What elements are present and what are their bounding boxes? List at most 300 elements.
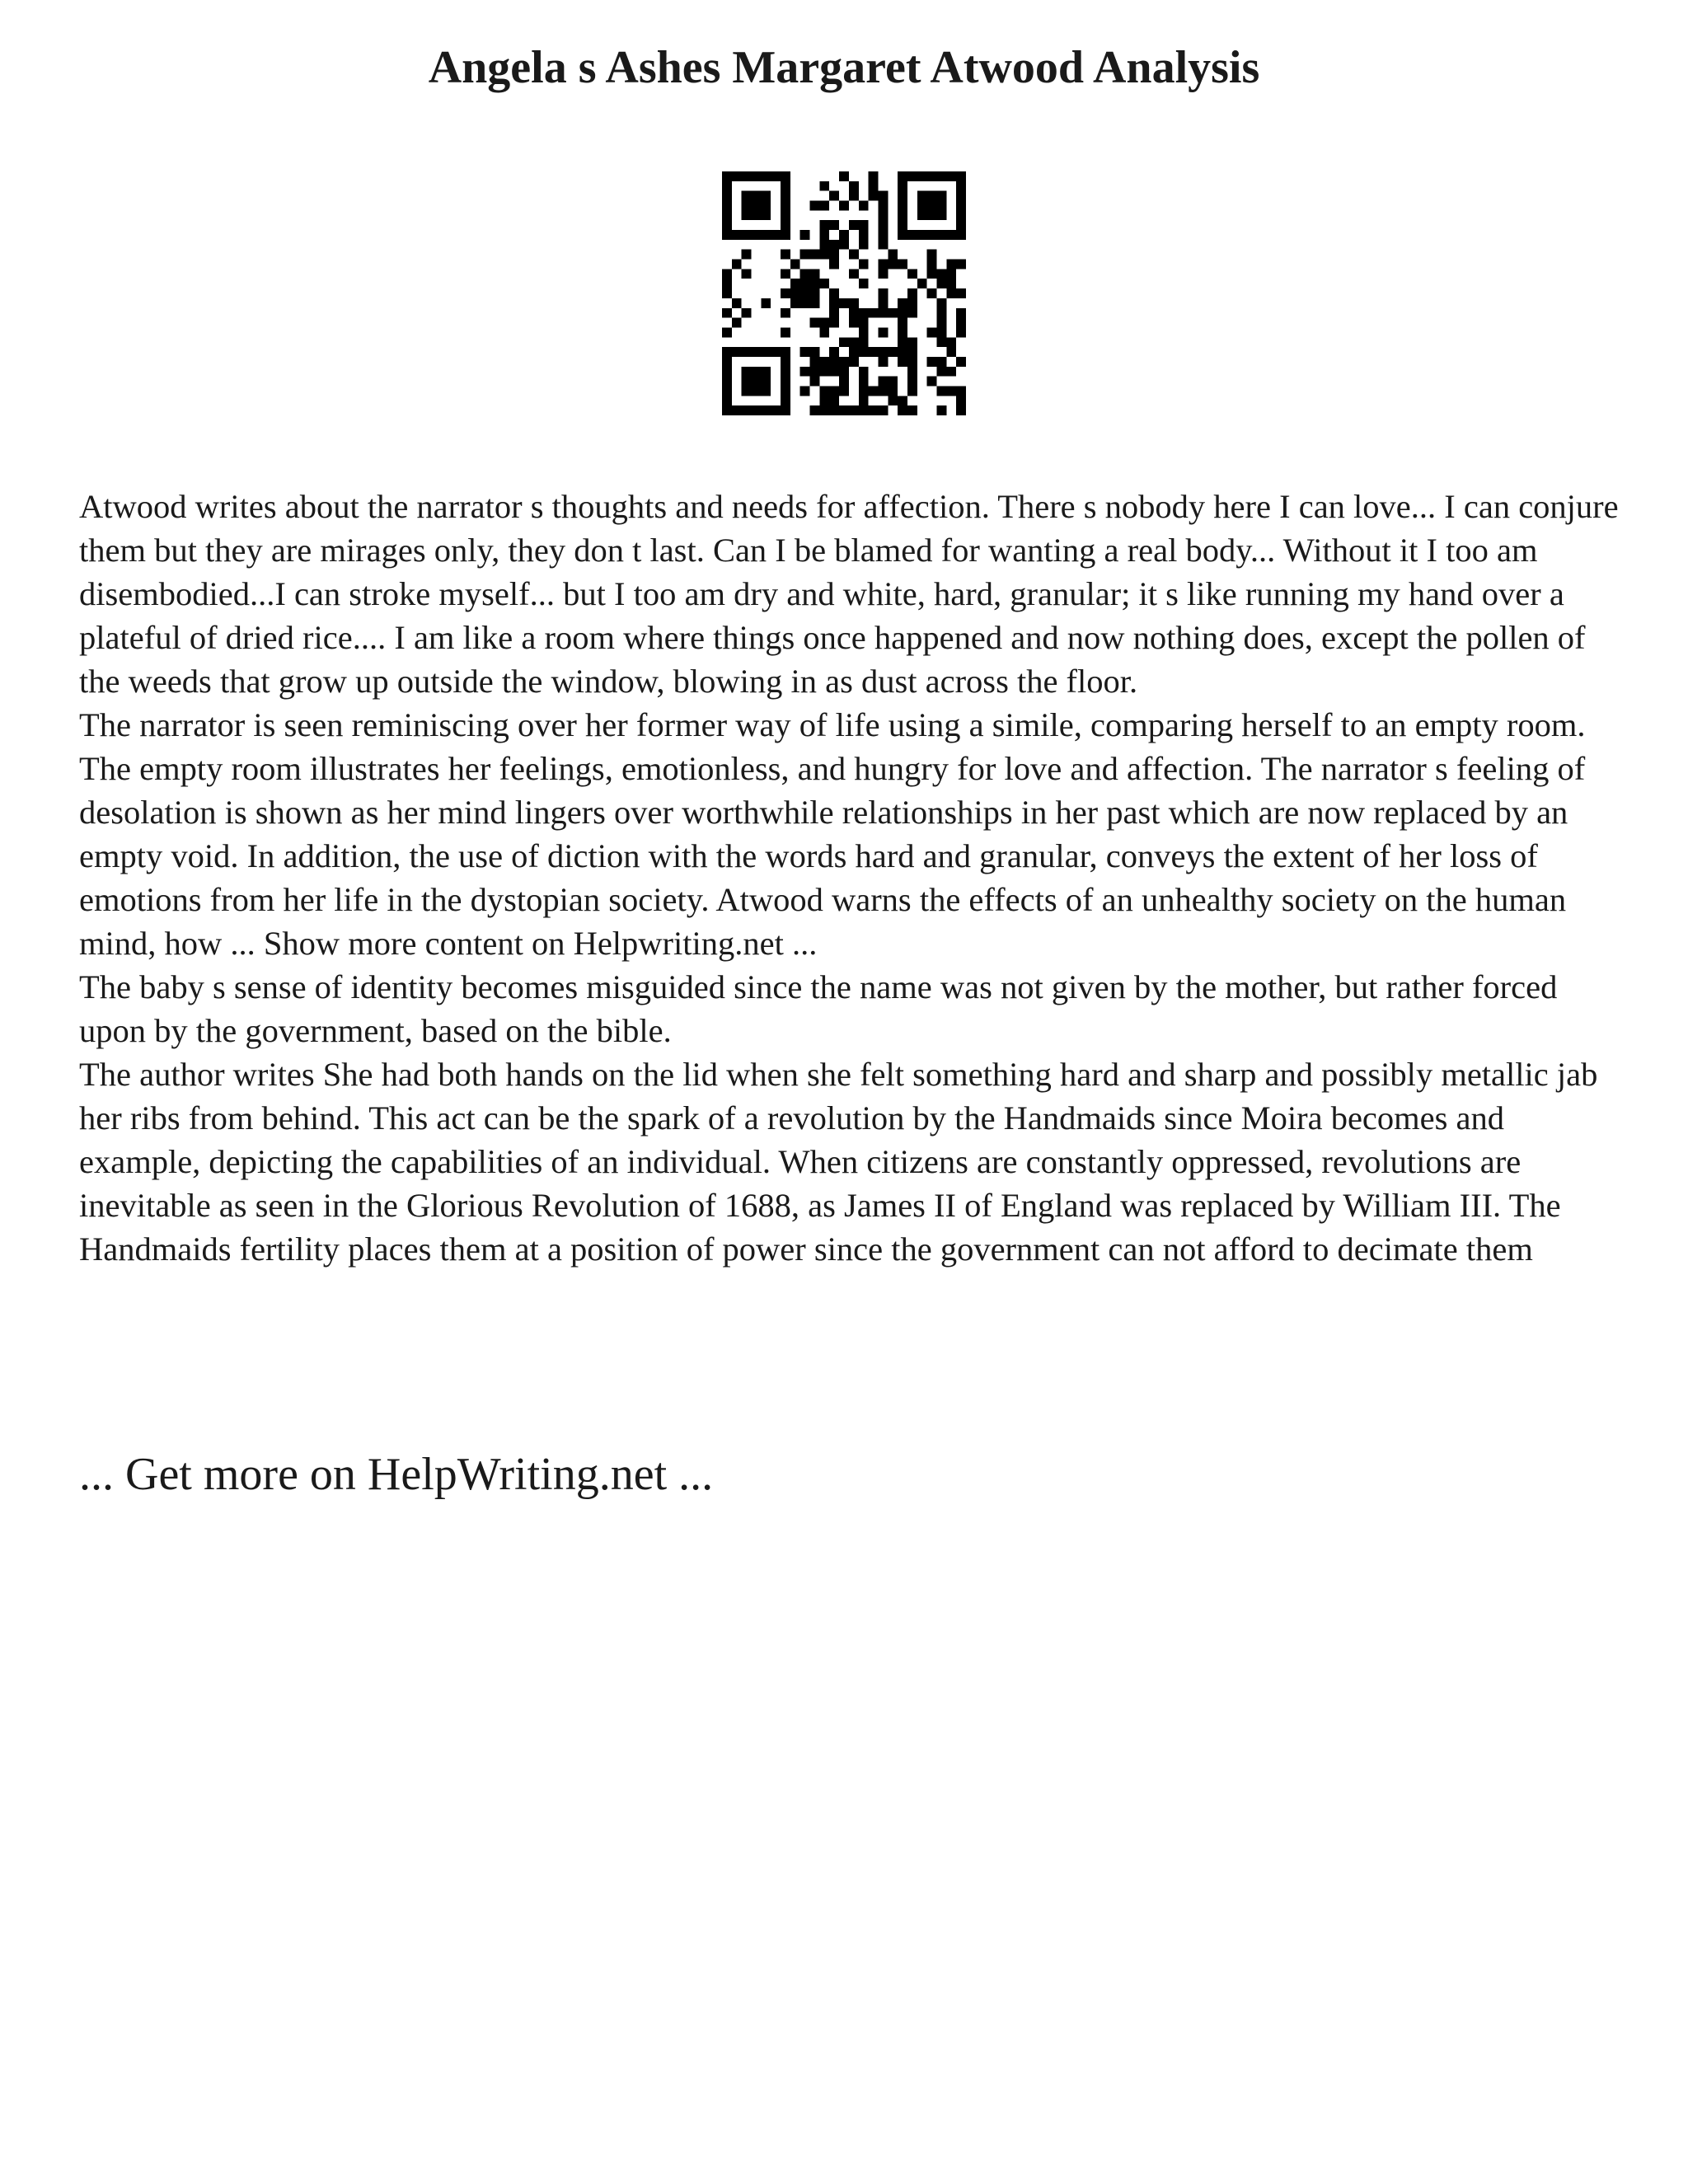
qr-module	[898, 191, 907, 201]
qr-module	[839, 230, 849, 240]
qr-module	[956, 405, 966, 415]
qr-module	[956, 181, 966, 191]
qr-module	[849, 318, 859, 328]
qr-module	[781, 220, 790, 230]
qr-module	[819, 357, 829, 367]
qr-module	[859, 308, 869, 318]
qr-module	[722, 171, 732, 181]
qr-module	[810, 279, 820, 288]
qr-module	[810, 288, 820, 298]
qr-module	[839, 405, 849, 415]
qr-module	[742, 269, 752, 279]
qr-module	[790, 298, 800, 308]
qr-module	[742, 171, 752, 181]
qr-module	[829, 396, 839, 405]
qr-module	[732, 298, 742, 308]
qr-module	[722, 357, 732, 367]
qr-module	[927, 171, 937, 181]
qr-module	[907, 357, 917, 367]
qr-code-image	[722, 171, 966, 415]
qr-module	[849, 347, 859, 357]
qr-module	[849, 191, 859, 201]
qr-module	[752, 210, 762, 220]
qr-module	[888, 260, 898, 269]
qr-module	[819, 367, 829, 377]
qr-module	[859, 279, 869, 288]
qr-module	[742, 308, 752, 318]
qr-module	[849, 337, 859, 347]
qr-module	[800, 279, 810, 288]
qr-module	[742, 386, 752, 396]
qr-module	[927, 357, 937, 367]
qr-module	[898, 201, 907, 211]
qr-module	[946, 347, 956, 357]
qr-module	[907, 337, 917, 347]
qr-module	[752, 367, 762, 377]
qr-module	[859, 220, 869, 230]
qr-module	[761, 201, 771, 211]
qr-module	[829, 191, 839, 201]
qr-module	[878, 347, 888, 357]
qr-module	[946, 171, 956, 181]
qr-module	[810, 201, 820, 211]
qr-module	[956, 386, 966, 396]
qr-module	[936, 210, 946, 220]
qr-module	[761, 210, 771, 220]
qr-module	[819, 201, 829, 211]
qr-module	[761, 171, 771, 181]
qr-module	[790, 279, 800, 288]
qr-module	[771, 347, 781, 357]
qr-module	[819, 279, 829, 288]
qr-module	[859, 396, 869, 405]
qr-module	[927, 377, 937, 387]
qr-module	[869, 171, 879, 181]
qr-module	[839, 377, 849, 387]
qr-module	[878, 230, 888, 240]
qr-module	[859, 347, 869, 357]
qr-module	[839, 240, 849, 250]
qr-module	[829, 308, 839, 318]
qr-module	[800, 367, 810, 377]
qr-module	[839, 171, 849, 181]
qr-module	[771, 405, 781, 415]
qr-module	[907, 269, 917, 279]
qr-module	[869, 405, 879, 415]
qr-module	[829, 250, 839, 260]
qr-module	[829, 357, 839, 367]
paragraph: The baby s sense of identity becomes misguided since the name was not given by the mother, but rather forced upon by the government, based on the bible.	[79, 968, 1558, 1049]
qr-module	[936, 386, 946, 396]
qr-module	[752, 201, 762, 211]
qr-module	[839, 386, 849, 396]
qr-module	[722, 327, 732, 337]
qr-module	[781, 405, 790, 415]
qr-module	[722, 210, 732, 220]
qr-module	[849, 269, 859, 279]
qr-module	[859, 377, 869, 387]
qr-module	[878, 201, 888, 211]
qr-module	[927, 210, 937, 220]
qr-module	[761, 367, 771, 377]
qr-module	[927, 250, 937, 260]
qr-module	[878, 260, 888, 269]
qr-module	[722, 201, 732, 211]
qr-module	[859, 405, 869, 415]
qr-module	[878, 191, 888, 201]
qr-module	[898, 181, 907, 191]
qr-module	[956, 171, 966, 181]
qr-module	[946, 367, 956, 377]
qr-module	[761, 405, 771, 415]
qr-module	[869, 308, 879, 318]
qr-module	[819, 318, 829, 328]
qr-module	[878, 327, 888, 337]
qr-module	[956, 318, 966, 328]
qr-module	[722, 405, 732, 415]
qr-module	[839, 357, 849, 367]
qr-module	[956, 191, 966, 201]
qr-module	[781, 396, 790, 405]
qr-module	[917, 201, 927, 211]
qr-module	[936, 308, 946, 318]
qr-module	[742, 347, 752, 357]
qr-module	[878, 405, 888, 415]
qr-module	[927, 260, 937, 269]
qr-module	[800, 347, 810, 357]
qr-module	[810, 367, 820, 377]
qr-module	[722, 347, 732, 357]
qr-module	[869, 386, 879, 396]
qr-module	[898, 171, 907, 181]
qr-module	[722, 367, 732, 377]
qr-module	[898, 220, 907, 230]
qr-module	[898, 210, 907, 220]
qr-module	[878, 308, 888, 318]
qr-module	[839, 201, 849, 211]
qr-module	[722, 269, 732, 279]
qr-module	[829, 318, 839, 328]
qr-module	[829, 386, 839, 396]
qr-module	[752, 230, 762, 240]
qr-module	[752, 386, 762, 396]
qr-module	[761, 230, 771, 240]
qr-module	[781, 367, 790, 377]
qr-module	[936, 298, 946, 308]
paragraph: The author writes She had both hands on the lid when she felt something hard and sharp and possibly metallic jab her ribs from behind. This act can be the spark of a revolution by the Handmaids since Moira becomes and example, depicting the capabilities of an individual. When citizens are constantly oppressed, revolutions are inevitable as seen in the Glorious Revolution of 1688, as James II of England was replaced by William III. The Handmaids fertility places them at a position of power since the government can not afford to decimate them	[79, 1056, 1598, 1268]
qr-module	[898, 357, 907, 367]
qr-module	[790, 288, 800, 298]
qr-module	[829, 240, 839, 250]
qr-module	[810, 250, 820, 260]
qr-module	[946, 386, 956, 396]
qr-module	[781, 230, 790, 240]
qr-module	[956, 230, 966, 240]
qr-module	[771, 230, 781, 240]
qr-module	[819, 396, 829, 405]
qr-module	[849, 357, 859, 367]
qr-module	[849, 220, 859, 230]
qr-module	[907, 288, 917, 298]
qr-module	[878, 298, 888, 308]
qr-module	[936, 405, 946, 415]
qr-module	[781, 327, 790, 337]
qr-module	[790, 260, 800, 269]
qr-module	[927, 230, 937, 240]
qr-module	[936, 269, 946, 279]
paragraph: The narrator is seen reminiscing over her former way of life using a simile, comparing herself to an empty room. The empty room illustrates her feelings, emotionless, and hungry for love and affection. The narrator s feeling of desolation is shown as her mind lingers over worthwhile relationships in her past which are now replaced by an empty void. In addition, the use of diction with the words hard and granular, conveys the extent of her loss of emotions from her life in the dystopian society. Atwood warns the effects of an unhealthy society on the human mind, how ... Show more content on Helpwriting.net ...	[79, 706, 1586, 962]
qr-module	[849, 250, 859, 260]
qr-module	[898, 308, 907, 318]
qr-module	[810, 357, 820, 367]
qr-module	[819, 327, 829, 337]
qr-module	[819, 181, 829, 191]
qr-module	[722, 191, 732, 201]
qr-module	[839, 367, 849, 377]
qr-module	[742, 191, 752, 201]
qr-module	[869, 191, 879, 201]
qr-module	[859, 337, 869, 347]
qr-module	[898, 260, 907, 269]
qr-module	[936, 367, 946, 377]
qr-module	[888, 347, 898, 357]
qr-module	[722, 396, 732, 405]
qr-module	[917, 171, 927, 181]
qr-module	[936, 171, 946, 181]
qr-module	[898, 298, 907, 308]
qr-module	[859, 230, 869, 240]
qr-module	[781, 201, 790, 211]
qr-module	[732, 230, 742, 240]
qr-module	[810, 269, 820, 279]
qr-module	[810, 405, 820, 415]
qr-module	[781, 181, 790, 191]
qr-module	[878, 240, 888, 250]
qr-module	[927, 327, 937, 337]
qr-module	[722, 386, 732, 396]
qr-module	[829, 405, 839, 415]
qr-module	[800, 269, 810, 279]
qr-module	[761, 386, 771, 396]
get-more-link[interactable]: ... Get more on HelpWriting.net ...	[79, 1449, 714, 1500]
qr-module	[810, 318, 820, 328]
qr-module	[917, 210, 927, 220]
qr-module	[761, 377, 771, 387]
qr-module	[800, 288, 810, 298]
qr-module	[829, 260, 839, 269]
qr-module	[888, 386, 898, 396]
qr-module	[829, 347, 839, 357]
qr-module	[927, 288, 937, 298]
qr-module	[878, 269, 888, 279]
paragraph: Atwood writes about the narrator s thoughts and needs for affection. There s nobody here I can love... I can conjure them but they are mirages only, they don t last. Can I be blamed for wanting a real body... Without it I too am disembodied...I can stroke myself... but I too am dry and white, hard, granular; it s like running my hand over a plateful of dried rice.... I am like a room where things once happened and now nothing does, except the pollen of the weeds that grow up outside the window, blowing in as dust across the floor.	[79, 488, 1619, 700]
qr-module	[946, 230, 956, 240]
qr-module	[849, 308, 859, 318]
qr-module	[849, 405, 859, 415]
qr-module	[752, 191, 762, 201]
qr-module	[946, 288, 956, 298]
qr-module	[907, 367, 917, 377]
qr-module	[781, 347, 790, 357]
qr-module	[722, 181, 732, 191]
qr-module	[907, 308, 917, 318]
qr-module	[936, 327, 946, 337]
qr-module	[878, 220, 888, 230]
qr-module	[907, 405, 917, 415]
qr-module	[917, 279, 927, 288]
qr-module	[859, 386, 869, 396]
qr-module	[781, 171, 790, 181]
qr-module	[898, 318, 907, 328]
qr-code-graphic	[722, 171, 966, 415]
qr-module	[898, 405, 907, 415]
qr-module	[781, 191, 790, 201]
qr-module	[888, 396, 898, 405]
qr-module	[742, 250, 752, 260]
qr-module	[849, 181, 859, 191]
qr-module	[722, 230, 732, 240]
qr-module	[898, 337, 907, 347]
qr-module	[907, 171, 917, 181]
qr-module	[946, 337, 956, 347]
qr-module	[946, 260, 956, 269]
qr-module	[859, 260, 869, 269]
qr-module	[752, 347, 762, 357]
qr-module	[898, 230, 907, 240]
qr-module	[956, 210, 966, 220]
qr-module	[946, 269, 956, 279]
qr-module	[781, 288, 790, 298]
qr-module	[761, 347, 771, 357]
qr-module	[956, 308, 966, 318]
qr-module	[829, 288, 839, 298]
qr-module	[781, 250, 790, 260]
qr-module	[781, 357, 790, 367]
qr-module	[732, 347, 742, 357]
qr-module	[810, 377, 820, 387]
qr-module	[781, 269, 790, 279]
qr-module	[907, 298, 917, 308]
qr-module	[907, 230, 917, 240]
qr-module	[800, 298, 810, 308]
qr-module	[752, 405, 762, 415]
qr-module	[898, 347, 907, 357]
qr-module	[819, 250, 829, 260]
qr-module	[722, 377, 732, 387]
qr-module	[859, 367, 869, 377]
qr-module	[907, 347, 917, 357]
qr-module	[771, 171, 781, 181]
qr-module	[800, 230, 810, 240]
qr-module	[859, 201, 869, 211]
qr-module	[956, 396, 966, 405]
qr-module	[956, 220, 966, 230]
qr-module	[810, 347, 820, 357]
qr-module	[732, 318, 742, 328]
qr-module	[878, 357, 888, 367]
qr-module	[819, 386, 829, 396]
qr-module	[752, 171, 762, 181]
qr-module	[927, 191, 937, 201]
qr-module	[956, 260, 966, 269]
qr-module	[781, 308, 790, 318]
qr-module	[732, 405, 742, 415]
qr-module	[859, 318, 869, 328]
qr-module	[898, 396, 907, 405]
qr-module	[878, 377, 888, 387]
qr-module	[956, 327, 966, 337]
qr-module	[819, 240, 829, 250]
qr-module	[927, 201, 937, 211]
qr-module	[907, 386, 917, 396]
qr-module	[819, 220, 829, 230]
qr-module	[956, 201, 966, 211]
qr-module	[742, 377, 752, 387]
qr-module	[936, 318, 946, 328]
qr-module	[742, 367, 752, 377]
qr-module	[936, 357, 946, 367]
qr-module	[761, 298, 771, 308]
qr-module	[907, 377, 917, 387]
article-body	[79, 485, 1629, 1271]
qr-module	[936, 337, 946, 347]
qr-module	[917, 230, 927, 240]
qr-module	[742, 405, 752, 415]
qr-module	[829, 367, 839, 377]
qr-module	[819, 405, 829, 415]
qr-module	[888, 377, 898, 387]
qr-module	[869, 347, 879, 357]
qr-module	[819, 230, 829, 240]
qr-module	[888, 308, 898, 318]
qr-module	[936, 201, 946, 211]
qr-module	[859, 240, 869, 250]
qr-module	[752, 377, 762, 387]
qr-module	[936, 191, 946, 201]
qr-module	[829, 220, 839, 230]
qr-module	[810, 298, 820, 308]
qr-module	[722, 288, 732, 298]
qr-module	[936, 230, 946, 240]
qr-module	[888, 250, 898, 260]
qr-module	[878, 386, 888, 396]
qr-module	[839, 337, 849, 347]
qr-module	[722, 220, 732, 230]
qr-module	[956, 357, 966, 367]
qr-module	[917, 191, 927, 201]
qr-module	[878, 288, 888, 298]
qr-module	[742, 230, 752, 240]
qr-module	[722, 308, 732, 318]
qr-module	[781, 377, 790, 387]
qr-module	[800, 250, 810, 260]
qr-module	[781, 210, 790, 220]
qr-module	[761, 191, 771, 201]
qr-module	[839, 298, 849, 308]
qr-module	[898, 327, 907, 337]
qr-module	[869, 181, 879, 191]
qr-module	[878, 210, 888, 220]
qr-module	[742, 210, 752, 220]
qr-module	[859, 327, 869, 337]
qr-module	[936, 279, 946, 288]
qr-module	[800, 386, 810, 396]
qr-module	[956, 288, 966, 298]
qr-module	[732, 260, 742, 269]
qr-module	[829, 298, 839, 308]
qr-module	[946, 279, 956, 288]
document-title: Angela s Ashes Margaret Atwood Analysis	[428, 42, 1260, 93]
